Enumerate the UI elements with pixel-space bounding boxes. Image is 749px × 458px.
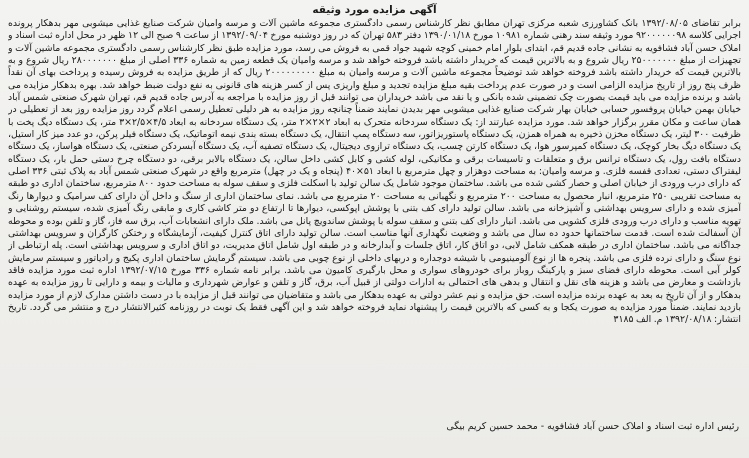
notice-body: برابر تقاضای ۱۳۹۲/۰۸/۰۵ بانک کشاورزی شعبه مرکزی تهران مطابق نظر کارشناس رسمی دادگستری مجموعه ماشین آلات و مرسه وامیان شرکت صنایع غذایی میشوبی مهر بدهکار پرونده اجرایی کلاسه ۹۲۰۰۰۰۰۰۹۸ مورد وثیقه سند رهنی شماره ۱۰۹۸۱ مورخ ۱۳۹۰/۰۱/۱۸ دفتر ۵۸۳ تهران که در روز دوشنبه مورخ ۱۳۹۲/۰۹/۰۴ از ساعت ۹ صبح الی ۱۲ ظهر در محل اداره ثبت اسناد و املاک حسن آباد فشافویه به نشانی جاده قدیم قم، ابتدای بلوار امام خمینی کوچه شهید جواد قمی به فروش می رسد، مورد مزایده طبق نظر کارشناس رسمی دادگستری مجموعه ماشین آلات و تجهیزات از مبلغ ۲۵۰۰۰۰۰۰۰ ریال شروع و به بالاترین قیمت که خریدار داشته باشد فروخته خواهد شد و مرسه وامیان یک قطعه زمین به شماره ۳۳۶ اصلی از مبلغ ۲۸۰۰۰۰۰۰۰ ریال شروع و به بالاترین قیمت که خریدار داشته باشد فروخته خواهد شد توضیحاً مجموعه ماشین آلات و مرسه وامیان به مبلغ ۲۰۰۰۰۰۰۰۰۰ ریال که از طریق مزایده به فروش رسیده و پرداخت بهای آن نقداً ظرف پنج روز از تاریخ مزایده الزامی است و در صورت عدم پرداخت بقیه مبلغ مزایده تجدید و مبلغ واریزی پس از کسر هزینه های قانونی به نفع دولت ضبط خواهد شد. بهره بدهکار مزایده می باشد و برنده مزایده می باید قیمت بصورت چک تضمینی شده بانکی و یا نقد می باشد خریداران می توانند قبل از روز مزایده با مراجعه به آدرس جاده قدیم قم، تهران شهرک صنعتی شمس آباد خیابان بهمن خیابان پروفسور حسابی خیابان بهار شرکت صنایع غذایی میشوبی مهر بدیدن نمایند ضمناً چنانچه روز مزایده به هر دلیلی تعطیل رسمی اعلام گردد روز مزایده روز بعد از تعطیلی در همان ساعت و مکان مقرر برگزار خواهد شد. مورد مزایده عبارتند از: یک دستگاه سردخانه متحرک به ابعاد ۲×۲×۲ متر، یک دستگاه سردخانه به ابعاد ۴/۵×۲/۵×۳ متر، یک دستگاه دیگ پخت با ظرفیت ۳۰۰ لیتر، یک دستگاه مخزن ذخیره به همراه همزن، یک دستگاه پاستوریزاتور، سه دستگاه پمپ انتقال، یک دستگاه بسته بندی نیمه اتوماتیک، یک دستگاه فیلر پرکن، دو عدد میز کار استیل، یک دستگاه دیگ بخار کوچک، یک دستگاه کمپرسور هوا، یک دستگاه کارتن چسب، یک دستگاه ترازوی دیجیتال، یک دستگاه تصفیه آب، یک دستگاه آبسردکن صنعتی، یک دستگاه هواساز، یک دستگاه دستگاه بافت رول، یک دستگاه ترانس برق و متعلقات و تاسیسات برقی و مکانیکی، لوله کشی و کابل کشی داخل سالن، یک دستگاه بالابر برقی، دو دستگاه چرخ دستی حمل بار، یک دستگاه لیفتراک دستی، تعدادی قفسه فلزی. و مرسه وامیان: به مساحت دوهزار و چهل مترمربع با ابعاد ۵۱×۴۰ (پنجاه و یک در چهل) مترمربع واقع در شهرک صنعتی شمس آباد به پلاک ثبتی ۳۳۶ اصلی که دارای درب ورودی از خیابان اصلی و حصار کشی شده می باشد. ساختمان موجود شامل یک سالن تولید با اسکلت فلزی و سقف سوله به مساحت حدود ۸۰۰ مترمربع، ساختمان اداری دو طبقه به مساحت تقریبی ۲۵۰ مترمربع، انبار محصول به مساحت ۲۰۰ مترمربع و نگهبانی به مساحت ۲۰ مترمربع می باشد. نمای ساختمان اداری از سنگ و داخل آن دارای کف سرامیک و دیوارها رنگ آمیزی شده و دارای سرویس بهداشتی و آشپزخانه می باشد. سالن تولید دارای کف بتنی با پوشش اپوکسی، دیوارها تا ارتفاع دو متر کاشی کاری و مابقی رنگ آمیزی شده، سیستم روشنایی و تهویه مناسب و دارای درب ورودی فلزی کشویی می باشد. انبار دارای کف بتنی و سقف سوله با پوشش ساندویچ پانل می باشد. ملک دارای انشعابات آب، برق سه فاز، گاز و تلفن بوده و محوطه آن آسفالت شده است. قدمت ساختمانها حدود ده سال می باشد و وضعیت نگهداری آنها مناسب است. سالن تولید دارای اتاق کنترل کیفیت، آزمایشگاه و رختکن کارگران و سرویس بهداشتی جداگانه می باشد. ساختمان اداری در طبقه همکف شامل لابی، دو اتاق کار، اتاق جلسات و آبدارخانه و در طبقه اول شامل اتاق مدیریت، دو اتاق اداری و سرویس بهداشتی است. پله ارتباطی از نوع سنگ و دارای نرده فلزی می باشد. پنجره ها از نوع آلومینیومی با شیشه دوجداره و دربهای داخلی از نوع چوبی می باشد. سیستم گرمایش ساختمان اداری پکیج و رادیاتور و سیستم سرمایش کولر آبی است. محوطه دارای فضای سبز و پارکینگ روباز برای خودروهای سواری و محل بارگیری کامیون می باشد. برابر نامه شماره ۳۳۶ مورخ ۱۳۹۲/۰۷/۱۵ اداره ثبت مورد مزایده فاقد بازداشت و معارض می باشد و هزینه های نقل و انتقال و بدهی های احتمالی به ادارات دولتی از قبیل آب، برق، گاز و تلفن و عوارض شهرداری و مالیات و بیمه و دارایی تا روز مزایده به عهده بدهکار و از آن تاریخ به بعد به عهده برنده مزایده است. حق مزایده و نیم عشر دولتی به عهده بدهکار می باشد و متقاضیان می توانند قبل از مزایده با در دست داشتن مدارک لازم از مورد مزایده بازدید نمایند. ضمناً مورد مزایده به صورت یکجا و به کسی که بالاترین قیمت را پیشنهاد نماید فروخته خواهد شد و این آگهی فقط یک نوبت در روزنامه کثیرالانتشار درج و منتشر می گردد. تاریخ انتشار: ۱۳۹۲/۰۸/۱۸ م. الف ۳۱۸۵ xyxy=(8,18,741,326)
signature-line: رئیس اداره ثبت اسناد و املاک حسن آباد فشافویه - محمد حسین کریم بیگی xyxy=(446,421,739,432)
notice-title: آگهی مزایده مورد وثیقه xyxy=(312,4,437,16)
